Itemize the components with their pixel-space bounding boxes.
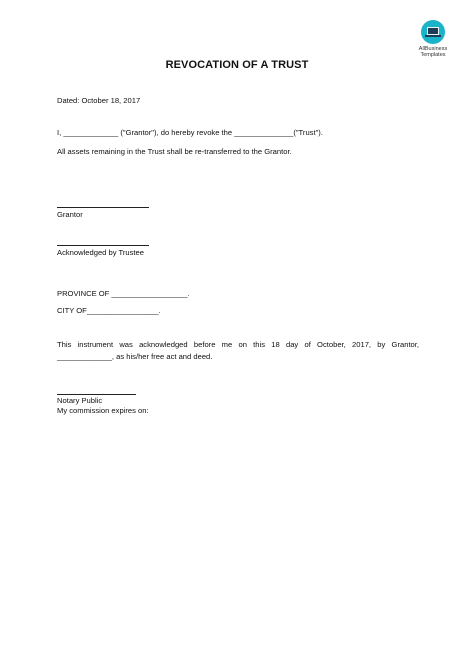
laptop-icon (421, 20, 445, 44)
acknowledgment-line-2: _____________, as his/her free act and deed. (57, 352, 213, 361)
logo-line-1: AllBusiness (418, 46, 448, 52)
grantor-signature-line (57, 207, 149, 208)
assets-statement: All assets remaining in the Trust shall be re-transferred to the Grantor. (57, 147, 292, 156)
trustee-label: Acknowledged by Trustee (57, 248, 144, 257)
dated-line: Dated: October 18, 2017 (57, 96, 141, 105)
trustee-signature-line (57, 245, 149, 246)
notary-signature-line (57, 394, 136, 395)
city-line: CITY OF_________________. (57, 306, 161, 315)
commission-line: My commission expires on: (57, 406, 149, 415)
brand-logo (405, 20, 461, 58)
document-title: REVOCATION OF A TRUST (165, 59, 309, 71)
revoke-statement: I, _____________ ("Grantor"), do hereby revoke the ______________("Trust"). (57, 128, 323, 137)
notary-label: Notary Public (57, 396, 103, 405)
acknowledgment-paragraph (57, 339, 419, 363)
province-line: PROVINCE OF __________________. (57, 289, 190, 298)
grantor-label: Grantor (57, 210, 83, 219)
acknowledgment-line-1: This instrument was acknowledged before me on this 18 day of October, 2017, by Grantor, (57, 340, 419, 349)
logo-line-2: Templates (420, 52, 446, 58)
